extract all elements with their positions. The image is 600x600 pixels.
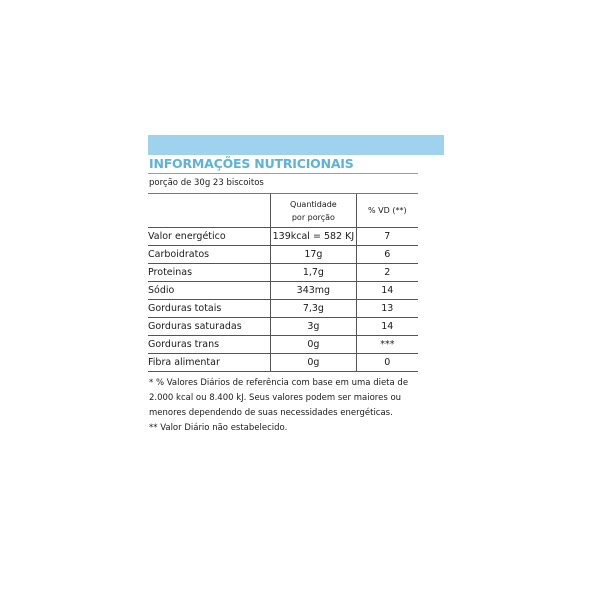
row-quantity: 0g: [271, 336, 356, 354]
row-name: Fibra alimentar: [148, 354, 271, 372]
portion-size: porção de 30g 23 biscoitos: [149, 178, 264, 188]
row-vd: 14: [356, 318, 418, 336]
row-vd: 7: [356, 228, 418, 246]
row-vd: 2: [356, 264, 418, 282]
header-quantity-line1: Quantidade: [290, 199, 337, 209]
row-quantity: 3g: [271, 318, 356, 336]
row-name: Valor energético: [148, 228, 271, 246]
row-quantity: 1,7g: [271, 264, 356, 282]
row-vd: 14: [356, 282, 418, 300]
row-quantity: 7,3g: [271, 300, 356, 318]
row-quantity: 139kcal = 582 KJ: [271, 228, 356, 246]
row-name: Gorduras totais: [148, 300, 271, 318]
header-vd: % VD (**): [356, 194, 418, 228]
table-row: [148, 300, 418, 318]
row-quantity: 17g: [271, 246, 356, 264]
row-name: Proteinas: [148, 264, 271, 282]
header-quantity-line2: por porção: [291, 212, 335, 222]
table-row: [148, 318, 418, 336]
footnote-line: 2.000 kcal ou 8.400 kJ. Seus valores podem ser maiores ou: [149, 393, 402, 403]
row-vd: 6: [356, 246, 418, 264]
footnote-line: ** Valor Diário não estabelecido.: [149, 423, 288, 433]
footnotes: [149, 376, 424, 436]
header-nutrient: [148, 194, 271, 228]
table-row: [148, 282, 418, 300]
footnote-line: menores dependendo de suas necessidades energéticas.: [149, 408, 393, 418]
row-name: Gorduras saturadas: [148, 318, 271, 336]
row-name: Carboidratos: [148, 246, 271, 264]
table-row: [148, 246, 418, 264]
table-row: [148, 354, 418, 372]
row-quantity: 343mg: [271, 282, 356, 300]
table-header-row: [148, 194, 418, 228]
nutrition-table: [148, 194, 418, 372]
table-row: [148, 264, 418, 282]
row-name: Gorduras trans: [148, 336, 271, 354]
header-color-bar: [148, 135, 444, 155]
table-row: [148, 228, 418, 246]
title-divider: [148, 173, 418, 174]
row-vd: 13: [356, 300, 418, 318]
row-vd: ***: [356, 336, 418, 354]
footnote-line: * % Valores Diários de referência com base em uma dieta de: [149, 378, 409, 388]
header-quantity: [271, 194, 356, 228]
panel-title: INFORMAÇÕES NUTRICIONAIS: [149, 156, 354, 171]
row-quantity: 0g: [271, 354, 356, 372]
row-vd: 0: [356, 354, 418, 372]
table-row: [148, 336, 418, 354]
row-name: Sódio: [148, 282, 271, 300]
